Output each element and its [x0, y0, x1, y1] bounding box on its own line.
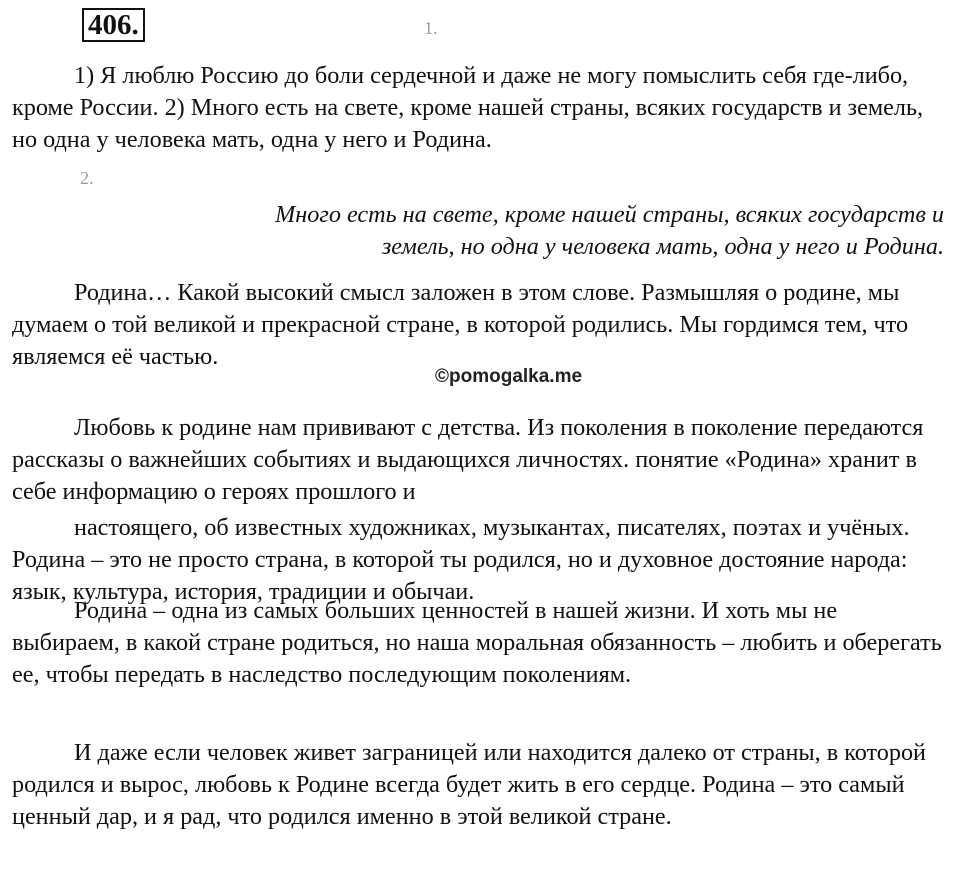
epigraph-line-1: Много есть на свете, кроме нашей страны, всяких государств и — [275, 201, 944, 228]
document-page — [12, 0, 947, 869]
epigraph-line-2: земель, но одна у человека мать, одна у него и Родина. — [381, 233, 944, 260]
essay-paragraph-2 — [12, 412, 947, 608]
task-1-sentences: 1) Я люблю Россию до боли сердечной и даже не могу помыслить себя где-либо, кроме России. 2) Много есть на свете, кроме нашей страны, всяких государств и земель, но одна у человека мать, одна у него и Родина. — [12, 62, 924, 153]
task-number-2: 2. — [80, 168, 94, 188]
task-number-1: 1. — [424, 18, 438, 38]
essay-paragraph-1: Родина… Какой высокий смысл заложен в этом слове. Размышляя о родине, мы думаем о той великой и прекрасной стране, в которой родились. Мы гордимся тем, что являемся её частью. — [12, 279, 909, 370]
watermark: ©pomogalka.me — [435, 366, 583, 387]
epigraph — [162, 199, 944, 263]
essay-paragraph-2-part-1: Любовь к родине нам прививают с детства. Из поколения в поколение передаются рассказы о важнейших событиях и выдающихся личностях. понятие «Родина» хранит в себе информацию о героях прошлого и — [12, 414, 924, 505]
exercise-number: 406. — [82, 8, 145, 42]
essay-paragraph-2-part-2: настоящего, об известных художниках, музыкантах, писателях, поэтах и учёных. Родина – это не просто страна, в которой ты родился, но и духовное достояние народа: язык, культура, история, традиции и обычаи. — [12, 514, 910, 605]
essay-paragraph-4: И даже если человек живет заграницей или находится далеко от страны, в которой родился и вырос, любовь к Родине всегда будет жить в его сердце. Родина – это самый ценный дар, и я рад, что родился именно в этой великой стране. — [12, 739, 926, 830]
essay-paragraph-3: Родина – одна из самых больших ценностей в нашей жизни. И хоть мы не выбираем, в какой стране родиться, но наша моральная обязанность – любить и оберегать ее, чтобы передать в наследство последующим поколениям. — [12, 597, 942, 688]
